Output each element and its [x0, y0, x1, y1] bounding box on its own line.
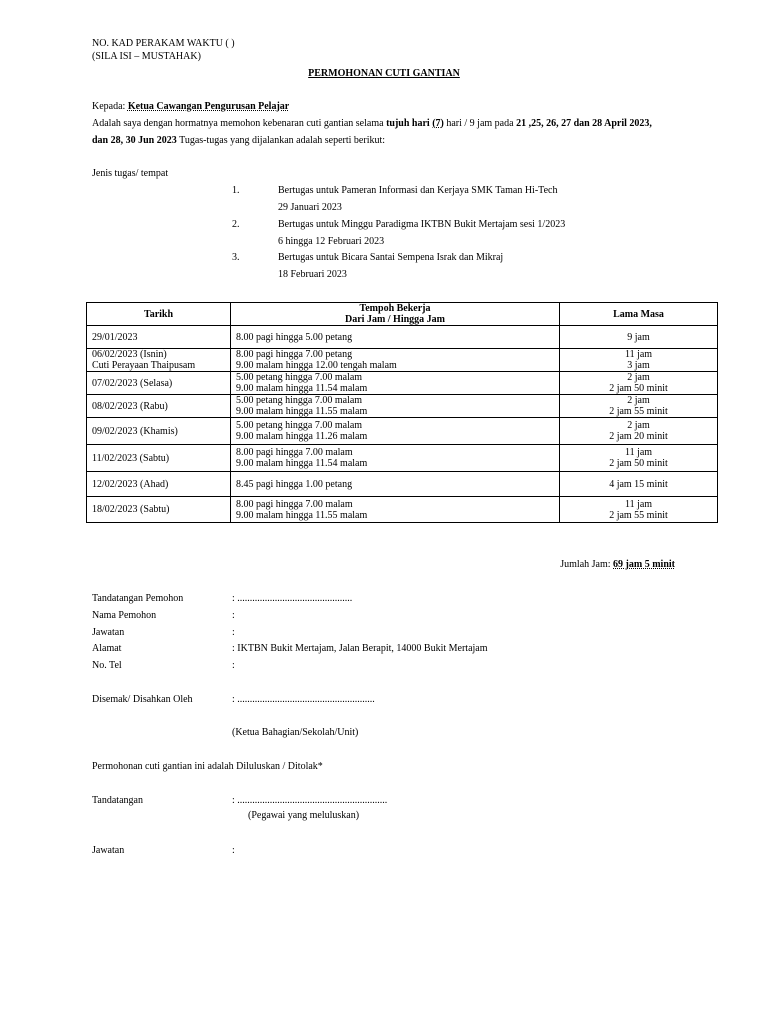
- table-row: [87, 418, 718, 445]
- intro-dates-april: 21 ,25, 26, 27 dan 28 April 2023,: [516, 118, 652, 129]
- period-text: 9.00 malam hingga 11.54 malam: [236, 383, 368, 394]
- period-text: 9.00 malam hingga 11.55 malam: [236, 509, 368, 521]
- intro-text-2: hari / 9 jam pada: [443, 118, 517, 129]
- address-label: Alamat: [92, 643, 122, 654]
- cell-duration: [560, 472, 718, 497]
- cell-date: [87, 372, 231, 395]
- cell-duration: [560, 326, 718, 349]
- intro-text-3: Tugas-tugas yang dijalankan adalah seperti berikut:: [176, 135, 386, 146]
- duty-description: Bertugas untuk Minggu Paradigma IKTBN Bukit Mertajam sesi 1/2023: [278, 219, 566, 230]
- duration-text: 2 jam: [627, 372, 650, 383]
- cell-period: [231, 418, 560, 445]
- cell-period: [231, 472, 560, 497]
- approver-position-label: Jawatan: [92, 845, 125, 856]
- cell-period: [231, 395, 560, 418]
- period-text: 9.00 malam hingga 11.54 malam: [236, 458, 368, 469]
- table-row: [87, 395, 718, 418]
- duty-number: 1.: [232, 185, 240, 196]
- duration-text: 2 jam: [627, 420, 650, 431]
- duration-text: 9 jam: [627, 331, 650, 343]
- intro-days-number: (7): [432, 118, 444, 129]
- date-text: 06/02/2023 (Isnin): [92, 349, 167, 360]
- table-row: [87, 349, 718, 372]
- duration-text: 2 jam 50 minit: [609, 383, 668, 394]
- date-text: 11/02/2023 (Sabtu): [92, 452, 170, 464]
- cell-date: [87, 395, 231, 418]
- period-text: 9.00 malam hingga 11.26 malam: [236, 431, 368, 442]
- phone-field: :: [232, 660, 235, 671]
- intro-days-bold: tujuh hari: [386, 118, 430, 129]
- applicant-signature-field: : ..............................................: [232, 593, 353, 604]
- total-hours: [560, 559, 675, 571]
- duties-label: Jenis tugas/ tempat: [92, 168, 169, 179]
- approver-signature-label: Tandatangan: [92, 795, 143, 806]
- column-header-period-subtitle: Dari Jam / Hingga Jam: [345, 314, 445, 325]
- addressee-line: [92, 101, 289, 113]
- approval-statement: Permohonan cuti gantian ini adalah Diluluskan / Ditolak*: [92, 761, 323, 772]
- duration-text: 11 jam: [624, 498, 653, 510]
- approver-note: (Pegawai yang meluluskan): [248, 810, 360, 821]
- table-row: [87, 497, 718, 523]
- intro-dates-june: dan 28, 30 Jun 2023: [92, 135, 177, 146]
- applicant-signature-label: Tandatangan Pemohon: [92, 593, 184, 604]
- approver-signature-field: : ............................................................: [232, 795, 388, 806]
- duty-date: 18 Februari 2023: [278, 269, 347, 280]
- column-header-period: [231, 303, 560, 326]
- applicant-position-label: Jawatan: [92, 627, 125, 638]
- duration-text: 2 jam 55 minit: [609, 406, 668, 417]
- applicant-name-label: Nama Pemohon: [92, 610, 157, 621]
- duty-date: 6 hingga 12 Februari 2023: [278, 236, 385, 247]
- cell-duration: [560, 418, 718, 445]
- cell-duration: [560, 445, 718, 472]
- cell-period: [231, 497, 560, 523]
- intro-paragraph-line-2: [92, 135, 385, 147]
- duty-number: 3.: [232, 252, 240, 263]
- date-text: 09/02/2023 (Khamis): [92, 425, 178, 437]
- duration-text: 2 jam 50 minit: [609, 458, 668, 469]
- verified-by-label: Disemak/ Disahkan Oleh: [92, 694, 193, 705]
- cell-period: [231, 349, 560, 372]
- period-text: 8.00 pagi hingga 5.00 petang: [236, 331, 353, 343]
- duration-text: 11 jam: [624, 447, 653, 458]
- duration-text: 2 jam 55 minit: [609, 509, 668, 521]
- cell-date: [87, 472, 231, 497]
- cell-period: [231, 445, 560, 472]
- duration-text: 2 jam 20 minit: [609, 431, 668, 442]
- column-header-period-title: Tempoh Bekerja: [359, 303, 431, 314]
- duty-date: 29 Januari 2023: [278, 202, 342, 213]
- period-text: 9.00 malam hingga 12.00 tengah malam: [236, 360, 397, 371]
- intro-text: Adalah saya dengan hormatnya memohon kebenaran cuti gantian selama: [92, 118, 387, 129]
- duration-text: 11 jam: [624, 349, 653, 360]
- table-row: [87, 472, 718, 497]
- cell-date: [87, 445, 231, 472]
- cell-date: [87, 349, 231, 372]
- duty-description: Bertugas untuk Bicara Santai Sempena Israk dan Mikraj: [278, 252, 504, 263]
- period-text: 9.00 malam hingga 11.55 malam: [236, 406, 368, 417]
- table-header-row: [87, 303, 718, 326]
- verified-by-note: (Ketua Bahagian/Sekolah/Unit): [232, 727, 359, 738]
- cell-date: [87, 418, 231, 445]
- period-text: 5.00 petang hingga 7.00 malam: [236, 372, 363, 383]
- cell-period: [231, 326, 560, 349]
- cell-date: [87, 497, 231, 523]
- address-field: : IKTBN Bukit Mertajam, Jalan Berapit, 14000 Bukit Mertajam: [232, 643, 488, 654]
- applicant-name-field: :: [232, 610, 235, 621]
- date-text: 08/02/2023 (Rabu): [92, 400, 168, 412]
- table-row: [87, 326, 718, 349]
- period-text: 8.45 pagi hingga 1.00 petang: [236, 478, 353, 490]
- card-number-label: NO. KAD PERAKAM WAKTU ( ): [92, 38, 235, 49]
- duration-text: 2 jam: [627, 395, 650, 406]
- column-header-date: Tarikh: [87, 303, 231, 326]
- duty-description: Bertugas untuk Pameran Informasi dan Kerjaya SMK Taman Hi-Tech: [278, 185, 558, 196]
- date-text: 12/02/2023 (Ahad): [92, 478, 169, 490]
- table-row: [87, 445, 718, 472]
- cell-duration: [560, 372, 718, 395]
- duration-text: 3 jam: [627, 360, 650, 371]
- work-hours-table: [86, 302, 718, 523]
- column-header-duration: Lama Masa: [560, 303, 718, 326]
- total-hours-value: 69 jam 5 minit: [613, 559, 675, 570]
- period-text: 5.00 petang hingga 7.00 malam: [236, 395, 363, 406]
- applicant-position-field: :: [232, 627, 235, 638]
- date-text: 07/02/2023 (Selasa): [92, 377, 173, 389]
- duration-text: 4 jam 15 minit: [609, 478, 668, 490]
- period-text: 8.00 pagi hingga 7.00 malam: [236, 498, 353, 510]
- approver-position-field: :: [232, 845, 235, 856]
- period-text: 8.00 pagi hingga 7.00 malam: [236, 447, 353, 458]
- period-text: 5.00 petang hingga 7.00 malam: [236, 420, 363, 431]
- addressee-label: Kepada:: [92, 101, 126, 112]
- cell-duration: [560, 395, 718, 418]
- cell-duration: [560, 497, 718, 523]
- duty-number: 2.: [232, 219, 240, 230]
- cell-duration: [560, 349, 718, 372]
- total-hours-label: Jumlah Jam:: [560, 559, 614, 570]
- intro-paragraph-line-1: [92, 118, 652, 130]
- cell-period: [231, 372, 560, 395]
- verified-by-field: : .......................................................: [232, 694, 375, 705]
- holiday-note: Cuti Perayaan Thaipusam: [92, 360, 196, 371]
- table-row: [87, 372, 718, 395]
- fill-note: (SILA ISI – MUSTAHAK): [92, 51, 201, 62]
- date-text: 18/02/2023 (Sabtu): [92, 504, 170, 515]
- page-title: PERMOHONAN CUTI GANTIAN: [308, 68, 460, 79]
- addressee-name: Ketua Cawangan Pengurusan Pelajar: [127, 101, 290, 112]
- date-text: 29/01/2023: [92, 331, 138, 343]
- period-text: 8.00 pagi hingga 7.00 petang: [236, 349, 353, 360]
- cell-date: [87, 326, 231, 349]
- phone-label: No. Tel: [92, 660, 122, 671]
